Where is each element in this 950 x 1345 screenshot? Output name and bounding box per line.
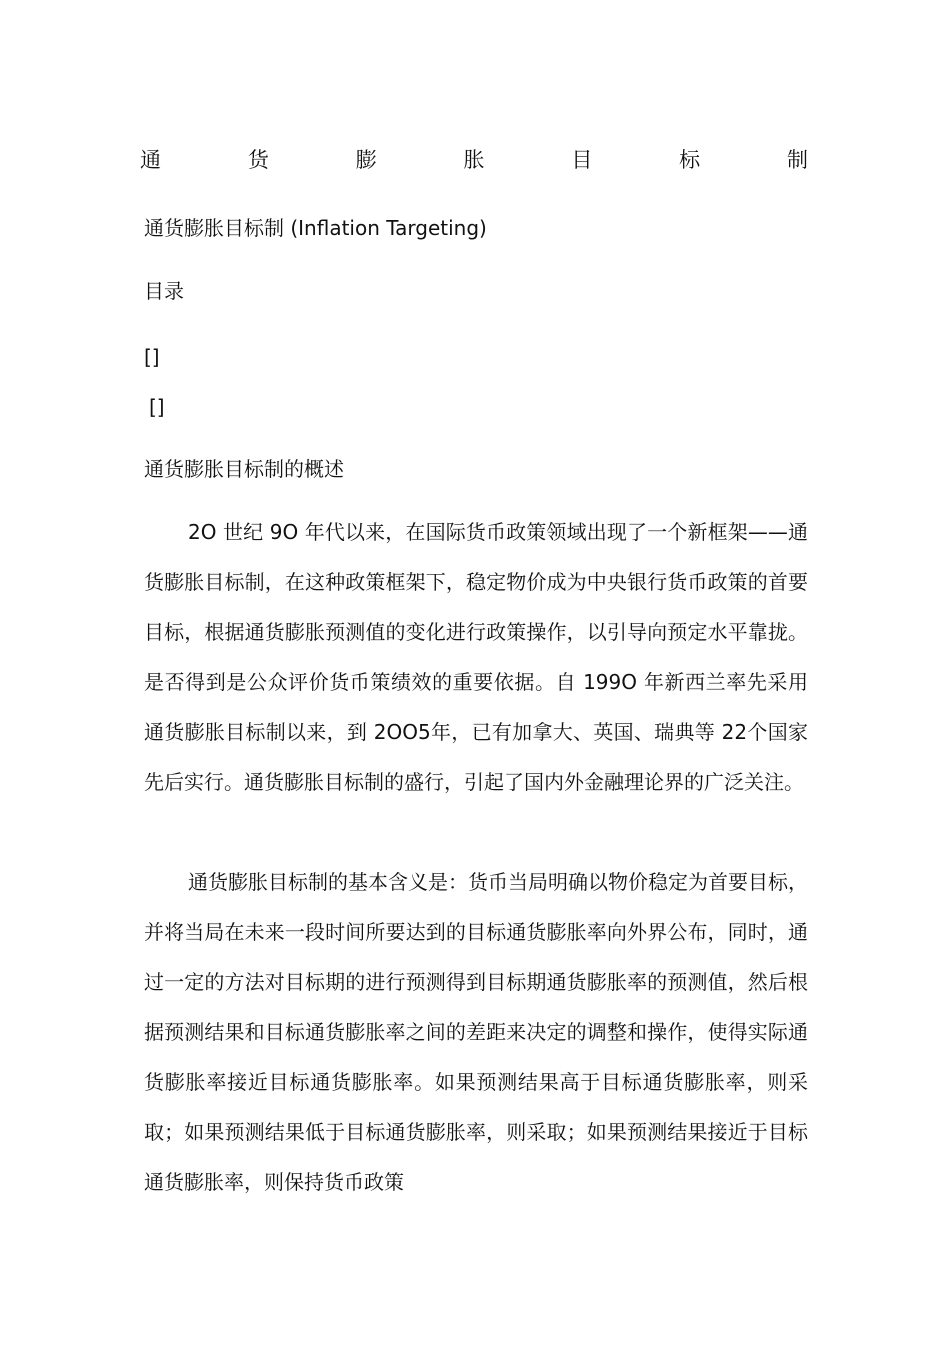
paragraph-2: 通货膨胀目标制的基本含义是：货币当局明确以物价稳定为首要目标，并将当局在未来一段时间所要达到的目标通货膨胀率向外界公布，同时，通过一定的方法对目标期的进行预测得到目标期通货膨胀率的预测值，然后根据预测结果和目标通货膨胀率之间的差距来决定的调整和操作，使得实际通货膨胀率接近目标通货膨胀率。如果预测结果高于目标通货膨胀率，则采取；如果预测结果低于目标通货膨胀率，则采取；如果预测结果接近于目标通货膨胀率，则保持货币政策 (144, 870, 808, 1194)
title-char: 目 (571, 148, 593, 172)
title-char: 胀 (463, 148, 485, 172)
title-char: 膨 (355, 148, 377, 172)
subtitle: 通货膨胀目标制 (Inflation Targeting) (144, 216, 487, 240)
title-char: 货 (247, 148, 269, 172)
spaced-title (140, 146, 808, 174)
paragraph-1: 2O 世纪 9O 年代以来，在国际货币政策领域出现了一个新框架——通货膨胀目标制，在这种政策框架下，稳定物价成为中央银行货币政策的首要目标，根据通货膨胀预测值的变化进行政策操作，以引导向预定水平靠拢。是否得到是公众评价货币策绩效的重要依据。自 199O 年新西兰率先采用通货膨胀目标制以来，到 2OO5年，已有加拿大、英国、瑞典等 22个国家先后实行。通货膨胀目标制的盛行，引起了国内外金融理论界的广泛关注。 (144, 520, 808, 794)
title-char: 通 (140, 148, 161, 172)
section-heading: 通货膨胀目标制的概述 (144, 457, 344, 481)
title-char: 标 (679, 148, 701, 172)
toc-bracket-2: [] (149, 395, 165, 419)
toc-bracket-1: [] (144, 345, 160, 369)
title-char: 制 (786, 148, 808, 172)
toc-label: 目录 (144, 279, 184, 303)
